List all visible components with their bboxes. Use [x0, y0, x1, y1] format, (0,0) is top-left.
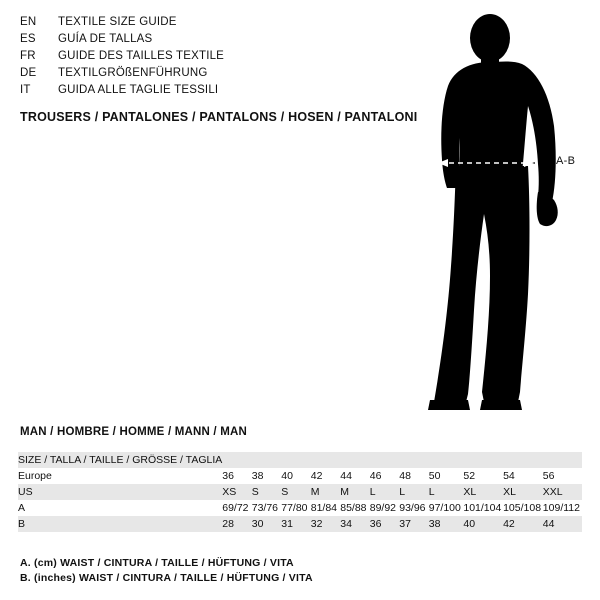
language-code-en: EN — [20, 16, 37, 28]
language-code-es: ES — [20, 33, 36, 45]
cell — [543, 452, 582, 468]
cell — [370, 452, 400, 468]
table-row — [18, 484, 582, 500]
row-label: US — [18, 484, 222, 500]
language-text-en: TEXTILE SIZE GUIDE — [58, 16, 177, 28]
language-text-es: GUÍA DE TALLAS — [58, 33, 153, 45]
cell: 52 — [463, 468, 503, 484]
cell: 44 — [340, 468, 370, 484]
cell: 36 — [222, 468, 252, 484]
cell: XXL — [543, 484, 582, 500]
cell: L — [399, 484, 429, 500]
cell — [399, 452, 429, 468]
language-text-fr: GUIDE DES TAILLES TEXTILE — [58, 50, 225, 62]
language-header — [20, 16, 420, 101]
cell: 54 — [503, 468, 543, 484]
cell: XS — [222, 484, 252, 500]
cell: L — [429, 484, 464, 500]
cell — [311, 452, 341, 468]
cell — [340, 452, 370, 468]
cell: 77/80 — [281, 500, 311, 516]
table-row — [18, 452, 582, 468]
cell: 31 — [281, 516, 311, 532]
row-label: SIZE / TALLA / TAILLE / GRÖSSE / TAGLIA — [18, 454, 223, 466]
cell: 73/76 — [252, 500, 282, 516]
cell: 37 — [399, 516, 429, 532]
cell: 81/84 — [311, 500, 341, 516]
cell: 28 — [222, 516, 252, 532]
language-row-en — [20, 16, 420, 33]
cell — [281, 452, 311, 468]
table-caption: MAN / HOMBRE / HOMME / MANN / MAN — [20, 426, 248, 438]
language-code-de: DE — [20, 67, 37, 79]
row-label: B — [18, 516, 222, 532]
cell — [429, 452, 464, 468]
section-title: TROUSERS / PANTALONES / PANTALONS / HOSEN / PANTALONI — [20, 110, 418, 124]
cell: 46 — [370, 468, 400, 484]
cell: 34 — [340, 516, 370, 532]
cell — [222, 452, 252, 468]
cell — [463, 452, 503, 468]
table-row — [18, 468, 582, 484]
cell: 36 — [370, 516, 400, 532]
cell: L — [370, 484, 400, 500]
cell: M — [311, 484, 341, 500]
cell: 40 — [281, 468, 311, 484]
cell: 109/112 — [543, 500, 582, 516]
footnotes — [20, 556, 313, 586]
cell: 42 — [503, 516, 543, 532]
cell: 93/96 — [399, 500, 429, 516]
cell: S — [281, 484, 311, 500]
cell: 38 — [252, 468, 282, 484]
cell: 85/88 — [340, 500, 370, 516]
cell: M — [340, 484, 370, 500]
cell: 69/72 — [222, 500, 252, 516]
row-label: A — [18, 500, 222, 516]
row-label: Europe — [18, 468, 222, 484]
language-row-de — [20, 67, 420, 84]
cell: 56 — [543, 468, 582, 484]
cell: 101/104 — [463, 502, 502, 514]
language-row-es — [20, 33, 420, 50]
table-row — [18, 500, 582, 516]
cell: 97/100 — [429, 500, 464, 516]
cell: 48 — [399, 468, 429, 484]
cell — [252, 452, 282, 468]
language-code-fr: FR — [20, 50, 36, 62]
language-code-it: IT — [20, 84, 31, 96]
language-text-de: TEXTILGRÖßENFÜHRUNG — [58, 67, 208, 79]
footnote-b: B. (inches) WAIST / CINTURA / TAILLE / HÜFTUNG / VITA — [20, 572, 313, 584]
cell: 30 — [252, 516, 282, 532]
language-row-it — [20, 84, 420, 101]
cell: XL — [503, 484, 543, 500]
cell: 89/92 — [370, 500, 400, 516]
cell: 32 — [311, 516, 341, 532]
cell: 44 — [543, 516, 582, 532]
language-text-it: GUIDA ALLE TAGLIE TESSILI — [58, 84, 219, 96]
cell: 38 — [429, 516, 464, 532]
cell: 50 — [429, 468, 464, 484]
size-table — [18, 452, 582, 532]
measure-label-ab: A-B — [556, 155, 576, 167]
cell: S — [252, 484, 282, 500]
cell: 42 — [311, 468, 341, 484]
language-row-fr — [20, 50, 420, 67]
cell: 40 — [463, 516, 503, 532]
cell: XL — [463, 484, 503, 500]
cell: 105/108 — [503, 502, 542, 514]
footnote-a: A. (cm) WAIST / CINTURA / TAILLE / HÜFTUNG / VITA — [20, 557, 294, 569]
table-row — [18, 516, 582, 532]
cell — [503, 452, 543, 468]
male-body-silhouette-icon — [428, 14, 558, 410]
body-figure — [418, 14, 588, 414]
